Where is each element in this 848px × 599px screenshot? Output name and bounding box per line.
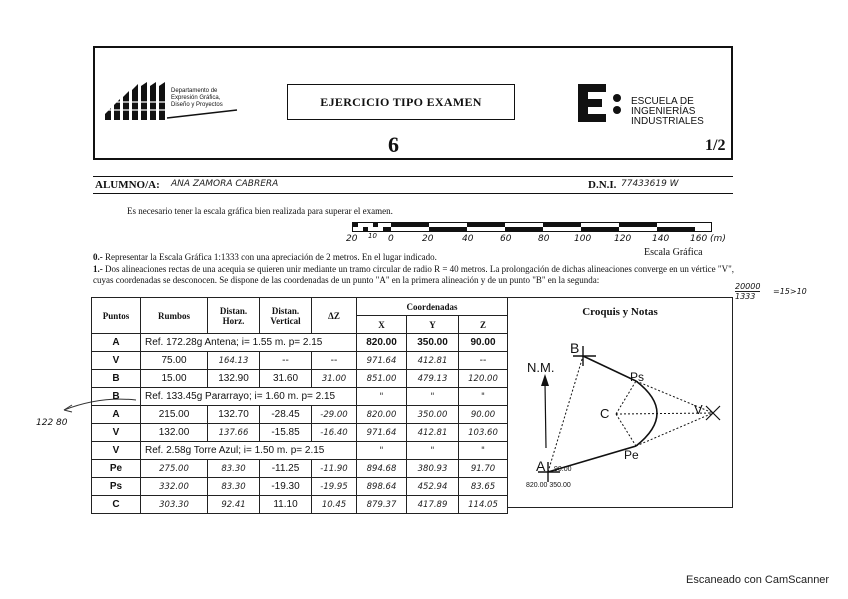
point-c-label: C: [600, 406, 610, 421]
cell-punto: Pe: [92, 460, 141, 478]
side-fraction-num: 20000: [735, 282, 761, 291]
cell-distan-vert: 11.10: [260, 496, 312, 514]
point-a-coords: 820.00 350.00: [526, 482, 571, 489]
school-name: [631, 97, 704, 127]
cell-distan-vert: -28.45: [260, 406, 312, 424]
croquis-title: Croquis y Notas: [582, 306, 658, 318]
department-line-3: Diseño y Proyectos: [171, 102, 223, 108]
scale-tick: 40: [462, 234, 474, 244]
scale-tick: 60: [500, 234, 512, 244]
cell-y: 380.93: [407, 460, 459, 478]
header-z: Z: [459, 316, 508, 334]
cell-y: ": [407, 388, 459, 406]
requirement-text: Es necesario tener la escala gráfica bien realizada para superar el examen.: [127, 206, 393, 216]
cell-distan-horz: 137.66: [208, 424, 260, 442]
department-line-2: Expresión Gráfica,: [171, 95, 221, 101]
point-a-label: A: [536, 458, 546, 474]
cell-distan-horz: 83.30: [208, 460, 260, 478]
table-row: [92, 388, 508, 406]
department-line-1: Departamento de: [171, 88, 218, 94]
question-0-text: Representar la Escala Gráfica 1:1333 con una apreciación de 2 metros. En el lugar indicado.: [105, 252, 437, 262]
header-puntos: Puntos: [92, 298, 141, 334]
header-dz: ΔZ: [312, 298, 357, 334]
student-row: [93, 176, 733, 194]
point-v-label: V: [694, 402, 703, 417]
cell-punto: B: [92, 370, 141, 388]
cell-distan-vert: -15.85: [260, 424, 312, 442]
table-row: [92, 370, 508, 388]
cell-x: 971.64: [357, 352, 407, 370]
cell-y: 417.89: [407, 496, 459, 514]
cell-punto: B: [92, 388, 141, 406]
point-pe-label: Pe: [624, 448, 639, 462]
header-x: X: [357, 316, 407, 334]
scale-tick: 140: [652, 234, 670, 244]
cell-distan-horz: 83.30: [208, 478, 260, 496]
cell-dz: 10.45: [312, 496, 357, 514]
cell-rumbo: 275.00: [141, 460, 208, 478]
cell-distan-vert: 31.60: [260, 370, 312, 388]
cell-z: 103.60: [459, 424, 508, 442]
school-line-3: INDUSTRIALES: [631, 116, 704, 127]
cell-y: 350.00: [407, 334, 459, 352]
cell-punto: V: [92, 442, 141, 460]
header-distan-horz: Distan. Horz.: [208, 298, 260, 334]
cell-x: 894.68: [357, 460, 407, 478]
cell-z: 91.70: [459, 460, 508, 478]
table-row: [92, 406, 508, 424]
cell-station-reference: Ref. 172.28g Antena; i= 1.55 m. p= 2.15: [141, 334, 357, 352]
cell-distan-horz: 92.41: [208, 496, 260, 514]
croquis-panel: [507, 297, 733, 508]
department-name: [171, 88, 241, 109]
table-row: [92, 460, 508, 478]
cell-distan-vert: -11.25: [260, 460, 312, 478]
exam-title: EJERCICIO TIPO EXAMEN: [287, 84, 515, 120]
question-1-line-1: Dos alineaciones rectas de una acequia se quieren unir mediante un tramo circular de radio R = 40 metros. La prolongación de dichas alineaciones converge en un vértice "V",: [105, 264, 735, 274]
cell-rumbo: 332.00: [141, 478, 208, 496]
header-rumbos: Rumbos: [141, 298, 208, 334]
cell-distan-vert: --: [260, 352, 312, 370]
header-distan-vert: Distan. Vertical: [260, 298, 312, 334]
question-1: [93, 264, 743, 286]
page-number: 1/2: [705, 137, 726, 154]
cell-distan-horz: 132.70: [208, 406, 260, 424]
survey-table: [91, 297, 508, 514]
scale-tick: 80: [538, 234, 550, 244]
question-1-line-2: cuyas coordenadas se desconocen. Se dispone de las coordenadas de un punto "A" en la primera alineación y de un punto "B" en la segunda:: [93, 275, 600, 285]
side-fraction: [735, 282, 807, 301]
cell-punto: A: [92, 406, 141, 424]
cell-x: 898.64: [357, 478, 407, 496]
cell-x: 820.00: [357, 406, 407, 424]
cell-x: ": [357, 388, 407, 406]
cell-x: ": [357, 442, 407, 460]
cell-distan-horz: 164.13: [208, 352, 260, 370]
header-y: Y: [407, 316, 459, 334]
cell-y: 479.13: [407, 370, 459, 388]
table-row: [92, 334, 508, 352]
cell-y: 350.00: [407, 406, 459, 424]
cell-z: 114.05: [459, 496, 508, 514]
cell-distan-vert: -19.30: [260, 478, 312, 496]
cell-z: ": [459, 388, 508, 406]
scale-tick: 160 (m): [690, 234, 726, 244]
question-0: [93, 252, 437, 262]
cell-punto: C: [92, 496, 141, 514]
survey-table-body: [92, 334, 508, 514]
cell-punto: Ps: [92, 478, 141, 496]
side-fraction-den: 1333: [735, 292, 756, 301]
cell-y: 452.94: [407, 478, 459, 496]
north-label: N.M.: [527, 360, 555, 375]
cell-punto: A: [92, 334, 141, 352]
side-fraction-result: =15>10: [773, 287, 807, 296]
margin-note: 122 80: [36, 418, 68, 428]
cell-z: 120.00: [459, 370, 508, 388]
cell-rumbo: 75.00: [141, 352, 208, 370]
cell-punto: V: [92, 352, 141, 370]
cell-x: 971.64: [357, 424, 407, 442]
exercise-number: 6: [388, 132, 399, 157]
scale-tick: 20: [346, 234, 358, 244]
cell-z: 90.00: [459, 406, 508, 424]
scale-tick: 100: [574, 234, 592, 244]
dni-label: D.N.I.: [588, 179, 617, 191]
cell-z: 90.00: [459, 334, 508, 352]
cell-dz: --: [312, 352, 357, 370]
cell-z: ": [459, 442, 508, 460]
cell-distan-horz: 132.90: [208, 370, 260, 388]
dni-value: 77433619 W: [621, 179, 679, 189]
scale-tick: 120: [614, 234, 632, 244]
camscanner-watermark: Escaneado con CamScanner: [686, 574, 830, 586]
scale-label: Escala Gráfica: [644, 247, 703, 258]
question-0-number: 0.-: [93, 252, 103, 262]
point-ps-label: Ps: [630, 370, 645, 384]
header-coordenadas: Coordenadas: [357, 298, 508, 316]
cell-dz: -29.00: [312, 406, 357, 424]
cell-rumbo: 15.00: [141, 370, 208, 388]
scale-tick: 20: [422, 234, 434, 244]
cell-x: 851.00: [357, 370, 407, 388]
scale-tick: 0: [388, 234, 394, 244]
scale-tick: 10: [368, 232, 377, 240]
cell-punto: V: [92, 424, 141, 442]
cell-station-reference: Ref. 133.45g Pararrayo; i= 1.60 m. p= 2.15: [141, 388, 357, 406]
cell-dz: -16.40: [312, 424, 357, 442]
cell-x: 879.37: [357, 496, 407, 514]
scale-ticks: [346, 234, 746, 248]
table-row: [92, 496, 508, 514]
point-b-label: B: [570, 340, 580, 356]
cell-rumbo: 303.30: [141, 496, 208, 514]
question-1-number: 1.-: [93, 264, 103, 274]
graphic-scale-bar: [352, 222, 712, 232]
table-row: [92, 352, 508, 370]
cell-dz: 31.00: [312, 370, 357, 388]
cell-y: ": [407, 442, 459, 460]
cell-y: 412.81: [407, 424, 459, 442]
cell-y: 412.81: [407, 352, 459, 370]
cell-x: 820.00: [357, 334, 407, 352]
alumno-label: ALUMNO/A:: [95, 179, 160, 191]
cell-rumbo: 215.00: [141, 406, 208, 424]
cell-dz: -11.90: [312, 460, 357, 478]
school-logo: [572, 80, 632, 126]
cell-z: --: [459, 352, 508, 370]
school-line-2: INGENIERÍAS: [631, 106, 696, 117]
cell-rumbo: 132.00: [141, 424, 208, 442]
point-a-z: 90.00: [554, 466, 572, 473]
school-line-1: ESCUELA DE: [631, 96, 694, 107]
table-row: [92, 478, 508, 496]
cell-station-reference: Ref. 2.58g Torre Azul; i= 1.50 m. p= 2.15: [141, 442, 357, 460]
table-row: [92, 442, 508, 460]
alumno-value: ANA ZAMORA CABRERA: [171, 179, 279, 189]
table-row: [92, 424, 508, 442]
cell-z: 83.65: [459, 478, 508, 496]
cell-dz: -19.95: [312, 478, 357, 496]
